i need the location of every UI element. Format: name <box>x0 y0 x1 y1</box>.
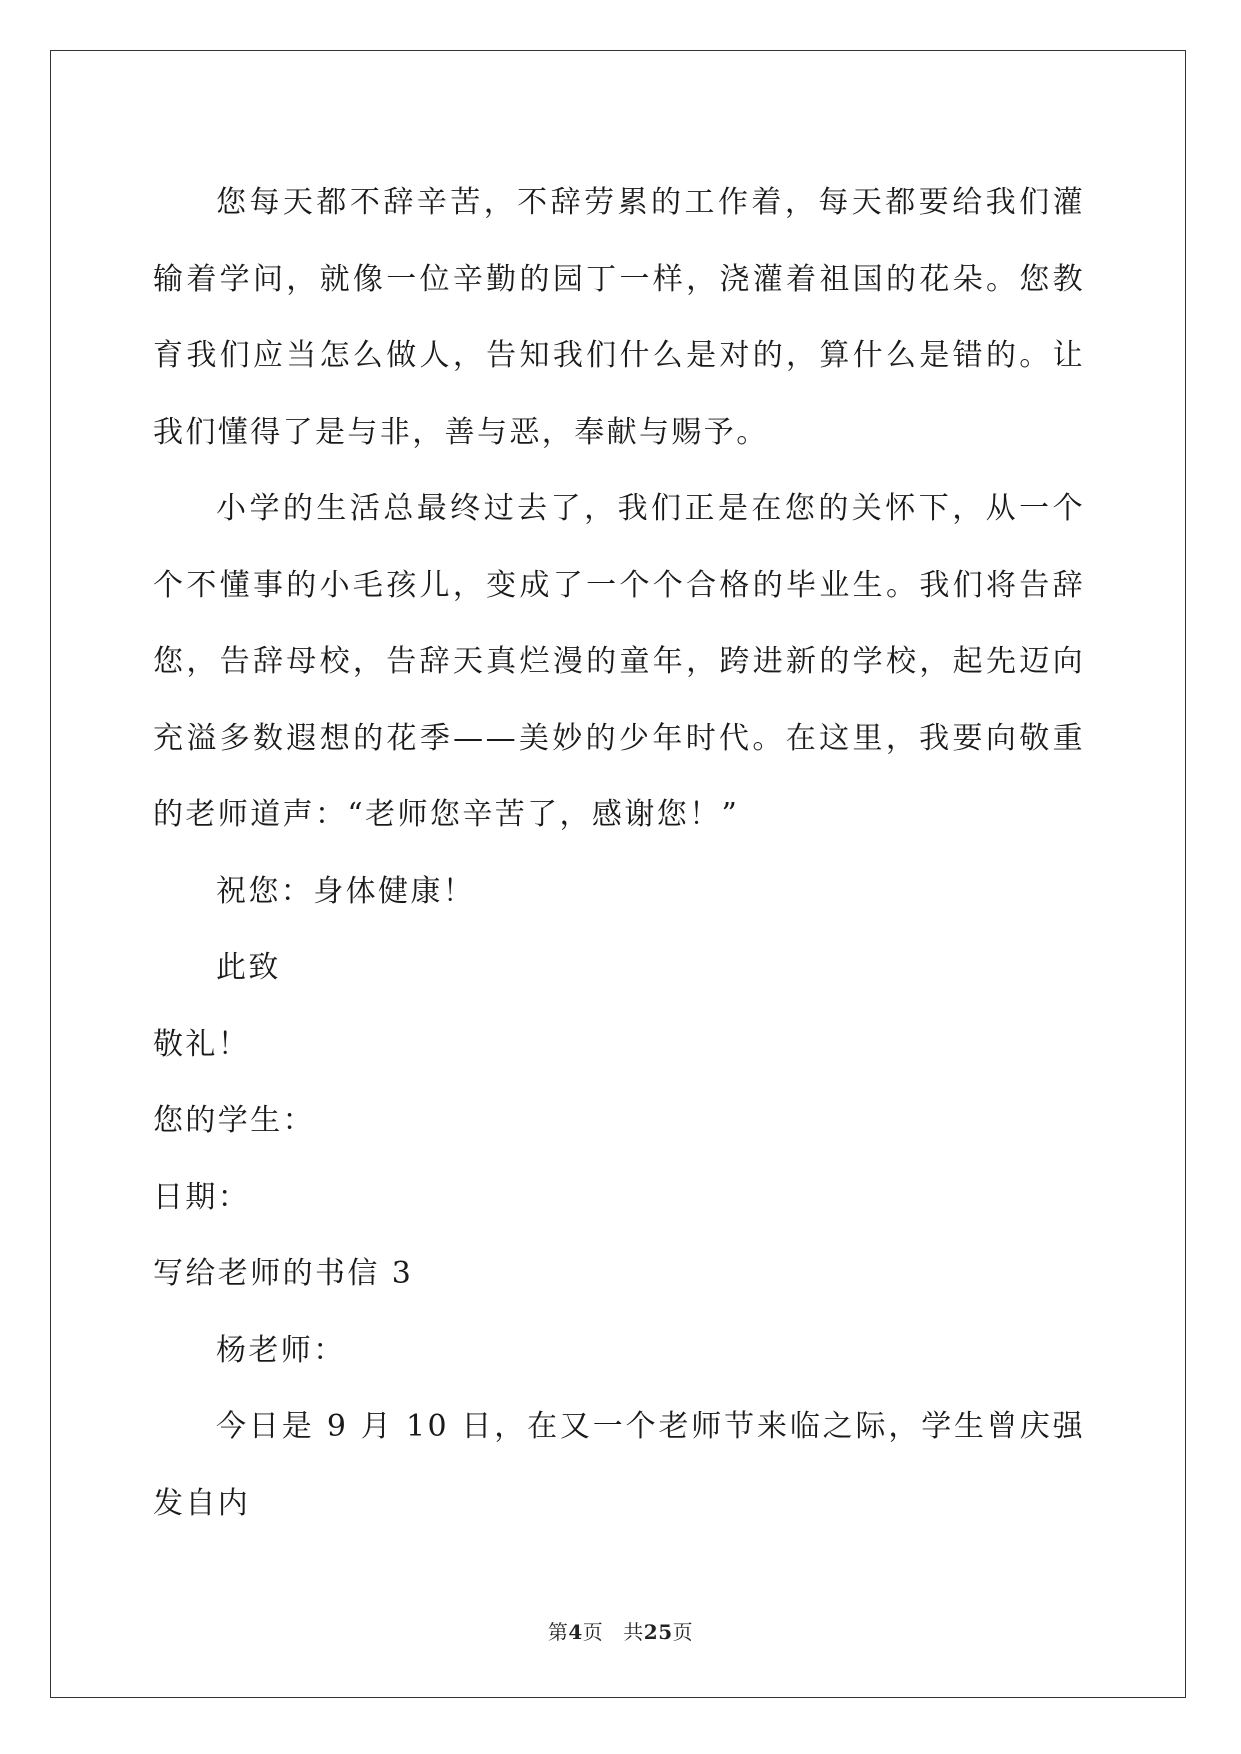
footer-total-pages: 25 <box>643 1620 673 1644</box>
document-body <box>153 165 1085 1542</box>
footer-page-suffix: 页 <box>582 1620 604 1644</box>
paragraph-wish: 祝您：身体健康！ <box>216 873 476 909</box>
footer-page-number: 4 <box>568 1620 583 1644</box>
paragraph-teacher-praise: 您每天都不辞辛苦，不辞劳累的工作着，每天都要给我们灌输着学问，就像一位辛勤的园丁一样，浇灌着祖国的花朵。您教育我们应当怎么做人，告知我们什么是对的，算什么是错的。让我们懂得了是与非，善与恶，奉献与赐予。 <box>153 185 1085 450</box>
paragraph-letter-start: 今日是 9 月 10 日，在又一个老师节来临之际，学生曾庆强发自内 <box>153 1409 1085 1521</box>
page-footer <box>0 1616 1241 1645</box>
paragraph-salutation: 杨老师： <box>216 1332 346 1368</box>
paragraph-salute: 敬礼！ <box>153 1026 251 1062</box>
footer-total-prefix: 共 <box>623 1620 644 1644</box>
paragraph-date: 日期： <box>153 1179 251 1215</box>
paragraph-graduation: 小学的生活总最终过去了，我们正是在您的关怀下，从一个个不懂事的小毛孩儿，变成了一个个合格的毕业生。我们将告辞您，告辞母校，告辞天真烂漫的童年，跨进新的学校，起先迈向充溢多数遐想的花季——美妙的少年时代。在这里，我要向敬重的老师道声：“老师您辛苦了，感谢您！” <box>153 491 1085 832</box>
paragraph-closing: 此致 <box>216 950 281 985</box>
footer-page-prefix: 第 <box>547 1620 569 1644</box>
paragraph-signature: 您的学生： <box>153 1103 315 1138</box>
section-heading: 写给老师的书信 3 <box>153 1256 414 1291</box>
footer-total-suffix: 页 <box>672 1620 694 1644</box>
